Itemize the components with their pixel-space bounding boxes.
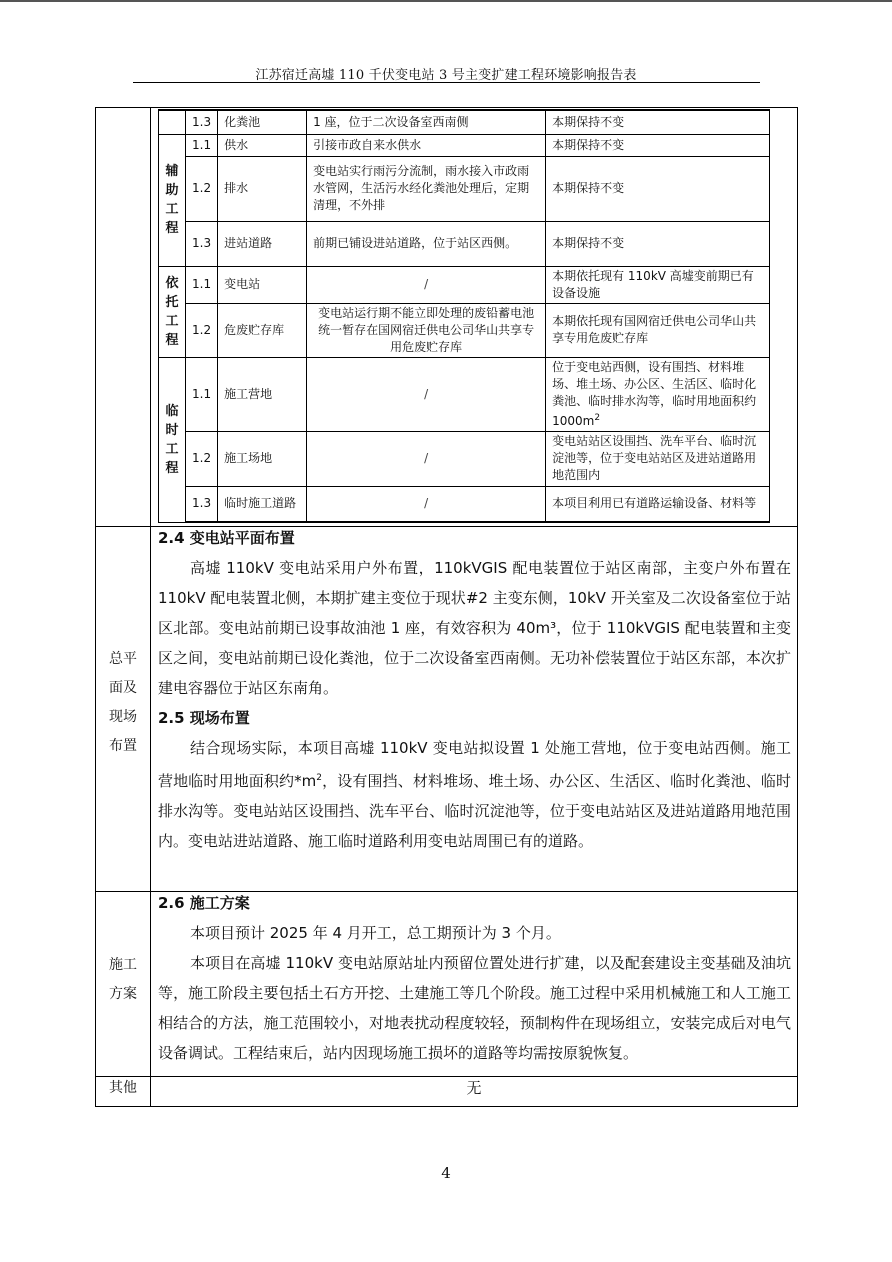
item-name: 临时施工道路 bbox=[218, 486, 307, 522]
item-status: 本期保持不变 bbox=[546, 134, 770, 156]
category-label: 临时工程 bbox=[165, 403, 179, 476]
table-row bbox=[159, 266, 770, 303]
item-status: 本期依托现有 110kV 高墟变前期已有设备设施 bbox=[546, 266, 770, 303]
item-description: / bbox=[307, 431, 546, 486]
table-row bbox=[159, 486, 770, 522]
item-name: 危废贮存库 bbox=[218, 303, 307, 357]
layout-section bbox=[158, 523, 791, 856]
paragraph: 高墟 110kV 变电站采用户外布置，110kVGIS 配电装置位于站区南部，主变户外布置在 110kV 配电装置北侧，本期扩建主变位于现状#2 主变东侧，10kV 开关室及二次设备室位于站区北部。变电站前期已设事故油池 1 座，有效容积为 40m³，位于 110kVGIS 配电装置和主变区之间，变电站前期已设化粪池，位于二次设备室西南侧。无功补偿装置位于站区东部，本次扩建电容器位于站区东南角。 bbox=[158, 559, 791, 697]
item-name: 供水 bbox=[218, 134, 307, 156]
side-label-line: 方案 bbox=[109, 986, 137, 1002]
side-label-line: 施工 bbox=[109, 957, 137, 973]
table-row bbox=[159, 431, 770, 486]
item-description: 变电站实行雨污分流制，雨水接入市政雨水管网，生活污水经化粪池处理后，定期清理，不外排 bbox=[307, 156, 546, 221]
page-number: 4 bbox=[441, 1164, 451, 1182]
item-number: 1.1 bbox=[186, 134, 218, 156]
superscript: 2 bbox=[316, 773, 323, 783]
item-number: 1.2 bbox=[186, 431, 218, 486]
item-description: / bbox=[307, 486, 546, 522]
paragraph: 本项目预计 2025 年 4 月开工，总工期预计为 3 个月。 bbox=[190, 924, 561, 942]
category-label: 辅助工程 bbox=[165, 164, 179, 236]
construction-section bbox=[158, 888, 791, 1068]
paragraph-text: 结合现场实际，本项目高墟 110kV 变电站拟设置 1 处施工营地，位于变电站西侧。施工营地临时用地面积约*m bbox=[158, 739, 791, 790]
side-label-line: 现场 bbox=[109, 709, 137, 725]
item-name: 施工营地 bbox=[218, 357, 307, 431]
side-label-line: 面及 bbox=[109, 680, 137, 696]
project-composition-table bbox=[158, 109, 770, 523]
item-name: 化粪池 bbox=[218, 110, 307, 134]
item-status: 本期保持不变 bbox=[546, 221, 770, 266]
section-heading: 2.5 现场布置 bbox=[158, 709, 250, 727]
paragraph: 本项目在高墟 110kV 变电站原站址内预留位置处进行扩建，以及配套建设主变基础及油坑等，施工阶段主要包括土石方开挖、土建施工等几个阶段。施工过程中采用机械施工和人工施工相结合的方法，施工范围较小，对地表扰动程度较轻，预制构件在现场组立，安装完成后对电气设备调试。工程结束后，站内因现场施工损坏的道路等均需按原貌恢复。 bbox=[158, 954, 791, 1062]
item-number: 1.3 bbox=[186, 110, 218, 134]
report-header-title: 江苏宿迁高墟 110 千伏变电站 3 号主变扩建工程环境影响报告表 bbox=[255, 68, 637, 83]
item-status: 变电站站区设围挡、洗车平台、临时沉淀池等，位于变电站站区及进站道路用地范围内 bbox=[546, 431, 770, 486]
item-number: 1.3 bbox=[186, 221, 218, 266]
side-label-line: 布置 bbox=[109, 738, 137, 754]
category-cell bbox=[159, 110, 186, 134]
item-number: 1.3 bbox=[186, 486, 218, 522]
item-name: 施工场地 bbox=[218, 431, 307, 486]
item-number: 1.2 bbox=[186, 303, 218, 357]
other-value: 无 bbox=[466, 1079, 482, 1097]
item-status bbox=[546, 357, 770, 431]
paragraph bbox=[158, 733, 791, 856]
table-row bbox=[159, 303, 770, 357]
category-auxiliary bbox=[159, 134, 186, 266]
item-description: 引接市政自来水供水 bbox=[307, 134, 546, 156]
category-label: 依托工程 bbox=[165, 275, 179, 348]
table-row bbox=[159, 110, 770, 134]
side-label-layout bbox=[96, 645, 150, 761]
category-temporary bbox=[159, 357, 186, 522]
side-label-construction bbox=[96, 951, 150, 1009]
item-status: 本期保持不变 bbox=[546, 156, 770, 221]
table-row bbox=[159, 134, 770, 156]
paragraph-text: ，设有围挡、材料堆场、堆土场、办公区、生活区、临时化粪池、临时排水沟等。变电站站区设围挡、洗车平台、临时沉淀池等，位于变电站站区及进站道路用地范围内。变电站进站道路、施工临时道路利用变电站周围已有的道路。 bbox=[158, 772, 791, 850]
item-description: 1 座，位于二次设备室西南侧 bbox=[307, 110, 546, 134]
item-status-text: 位于变电站西侧，设有围挡、材料堆场、堆土场、办公区、生活区、临时化粪池、临时排水沟等，临时用地面积约 1000m bbox=[552, 359, 757, 428]
table-row bbox=[159, 221, 770, 266]
item-description: / bbox=[307, 266, 546, 303]
outer-column-divider bbox=[150, 108, 151, 1106]
item-description: 前期已铺设进站道路，位于站区西侧。 bbox=[307, 221, 546, 266]
item-name: 进站道路 bbox=[218, 221, 307, 266]
category-dependent bbox=[159, 266, 186, 357]
table-row bbox=[159, 357, 770, 431]
item-name: 排水 bbox=[218, 156, 307, 221]
item-number: 1.1 bbox=[186, 266, 218, 303]
header-rule bbox=[133, 82, 760, 83]
item-status: 本项目利用已有道路运输设备、材料等 bbox=[546, 486, 770, 522]
item-number: 1.1 bbox=[186, 357, 218, 431]
item-description: 变电站运行期不能立即处理的废铅蓄电池统一暂存在国网宿迁供电公司华山共享专用危废贮存库 bbox=[307, 303, 546, 357]
page-top-rule bbox=[0, 0, 892, 2]
item-description: / bbox=[307, 357, 546, 431]
table-row bbox=[159, 156, 770, 221]
side-label-other: 其他 bbox=[109, 1080, 137, 1096]
item-name: 变电站 bbox=[218, 266, 307, 303]
item-status: 本期依托现有国网宿迁供电公司华山共享专用危废贮存库 bbox=[546, 303, 770, 357]
side-label-line: 总平 bbox=[109, 651, 137, 667]
superscript: 2 bbox=[594, 412, 601, 423]
item-status: 本期保持不变 bbox=[546, 110, 770, 134]
item-number: 1.2 bbox=[186, 156, 218, 221]
section-heading: 2.6 施工方案 bbox=[158, 894, 250, 912]
section-heading: 2.4 变电站平面布置 bbox=[158, 529, 295, 547]
